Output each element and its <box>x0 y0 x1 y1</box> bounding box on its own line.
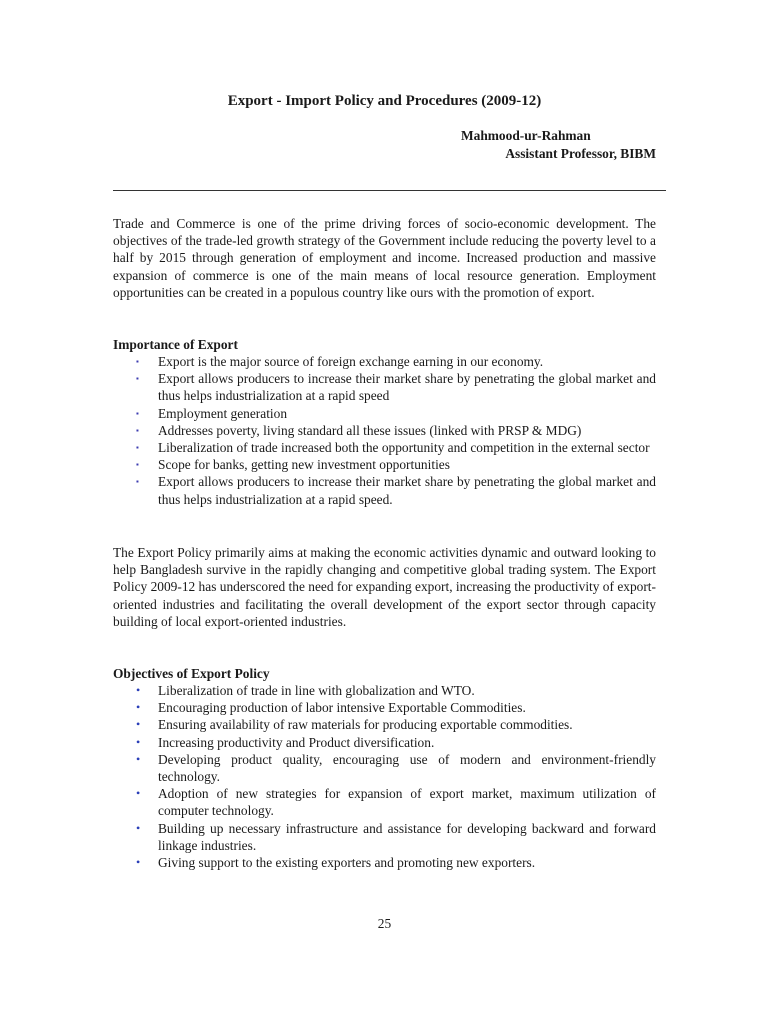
list-item-text: Export allows producers to increase their market share by penetrating the global market and thus helps industrialization at a rapid speed. <box>158 474 656 507</box>
list-item <box>113 353 656 370</box>
list-item-text: Building up necessary infrastructure and assistance for developing backward and forward linkage industries. <box>158 820 656 853</box>
list-item <box>113 473 656 507</box>
list-item-text: Liberalization of trade increased both the opportunity and competition in the external sector <box>158 440 650 456</box>
round-bullet-icon: • <box>136 683 141 697</box>
author-role: Assistant Professor, BIBM <box>505 146 656 161</box>
list-item-text: Increasing productivity and Product diversification. <box>158 734 435 750</box>
list-item <box>113 405 656 422</box>
list-item-text: Ensuring availability of raw materials for producing exportable commodities. <box>158 717 573 733</box>
square-bullet-icon: ▪ <box>136 425 139 435</box>
author-name: Mahmood-ur-Rahman <box>461 128 591 143</box>
round-bullet-icon: • <box>136 855 141 870</box>
list-item-text: Addresses poverty, living standard all these issues (linked with PRSP & MDG) <box>158 422 582 438</box>
round-bullet-icon: • <box>136 786 141 801</box>
page-number: 25 <box>377 916 392 931</box>
list-item <box>113 716 656 733</box>
importance-list <box>113 353 656 508</box>
list-item-text: Encouraging production of labor intensive Exportable Commodities. <box>158 700 526 716</box>
list-item <box>113 785 656 819</box>
list-item-text: Adoption of new strategies for expansion of export market, maximum utilization of computer technology. <box>158 786 656 819</box>
list-item-text: Liberalization of trade in line with globalization and WTO. <box>158 683 475 698</box>
list-item <box>113 439 656 456</box>
round-bullet-icon: • <box>136 751 141 766</box>
objectives-heading: Objectives of Export Policy <box>113 666 270 681</box>
header-divider <box>113 190 666 191</box>
list-item-text: Export allows producers to increase their market share by penetrating the global market and thus helps industrialization at a rapid speed <box>158 371 656 404</box>
list-item <box>113 820 656 854</box>
list-item <box>113 854 656 871</box>
square-bullet-icon: ▪ <box>136 477 139 487</box>
square-bullet-icon: ▪ <box>136 374 139 384</box>
intro-paragraph: Trade and Commerce is one of the prime driving forces of socio-economic development. The objectives of the trade-led growth strategy of the Government include reducing the poverty level to a half by 2015 through generation of employment and income. Increased production and massive expansion of commerce is one of the main means of local resource generation. Employment opportunities can be created in a populous country like ours with the promotion of export. <box>113 216 656 300</box>
document-title: Export - Import Policy and Procedures (2009-12) <box>227 93 542 109</box>
square-bullet-icon: ▪ <box>136 443 139 453</box>
list-item <box>113 734 656 751</box>
list-item-text: Developing product quality, encouraging use of modern and environment-friendly technology. <box>158 751 656 785</box>
policy-paragraph: The Export Policy primarily aims at making the economic activities dynamic and outward looking to help Bangladesh survive in the rapidly changing and competitive global trading system. The Export Policy 2009-12 has underscored the need for expanding export, increasing the productivity of export-oriented industries and facilitating the overall development of the export sector through capacity building of local export-oriented industries. <box>113 545 656 629</box>
list-item <box>113 682 656 699</box>
round-bullet-icon: • <box>136 700 141 715</box>
list-item-text: Giving support to the existing exporters and promoting new exporters. <box>158 855 536 871</box>
list-item <box>113 422 656 439</box>
round-bullet-icon: • <box>136 717 141 732</box>
square-bullet-icon: ▪ <box>136 408 139 418</box>
list-item <box>113 751 656 785</box>
round-bullet-icon: • <box>136 734 141 749</box>
list-item-text: Scope for banks, getting new investment opportunities <box>158 457 450 473</box>
document-page <box>113 0 656 1024</box>
round-bullet-icon: • <box>136 820 141 835</box>
author-block <box>456 127 656 163</box>
importance-heading: Importance of Export <box>113 337 238 352</box>
objectives-list <box>113 682 656 871</box>
square-bullet-icon: ▪ <box>136 357 139 366</box>
list-item <box>113 456 656 473</box>
list-item-text: Export is the major source of foreign exchange earning in our economy. <box>158 354 544 369</box>
list-item <box>113 370 656 404</box>
list-item <box>113 699 656 716</box>
square-bullet-icon: ▪ <box>136 460 139 470</box>
list-item-text: Employment generation <box>158 405 288 421</box>
